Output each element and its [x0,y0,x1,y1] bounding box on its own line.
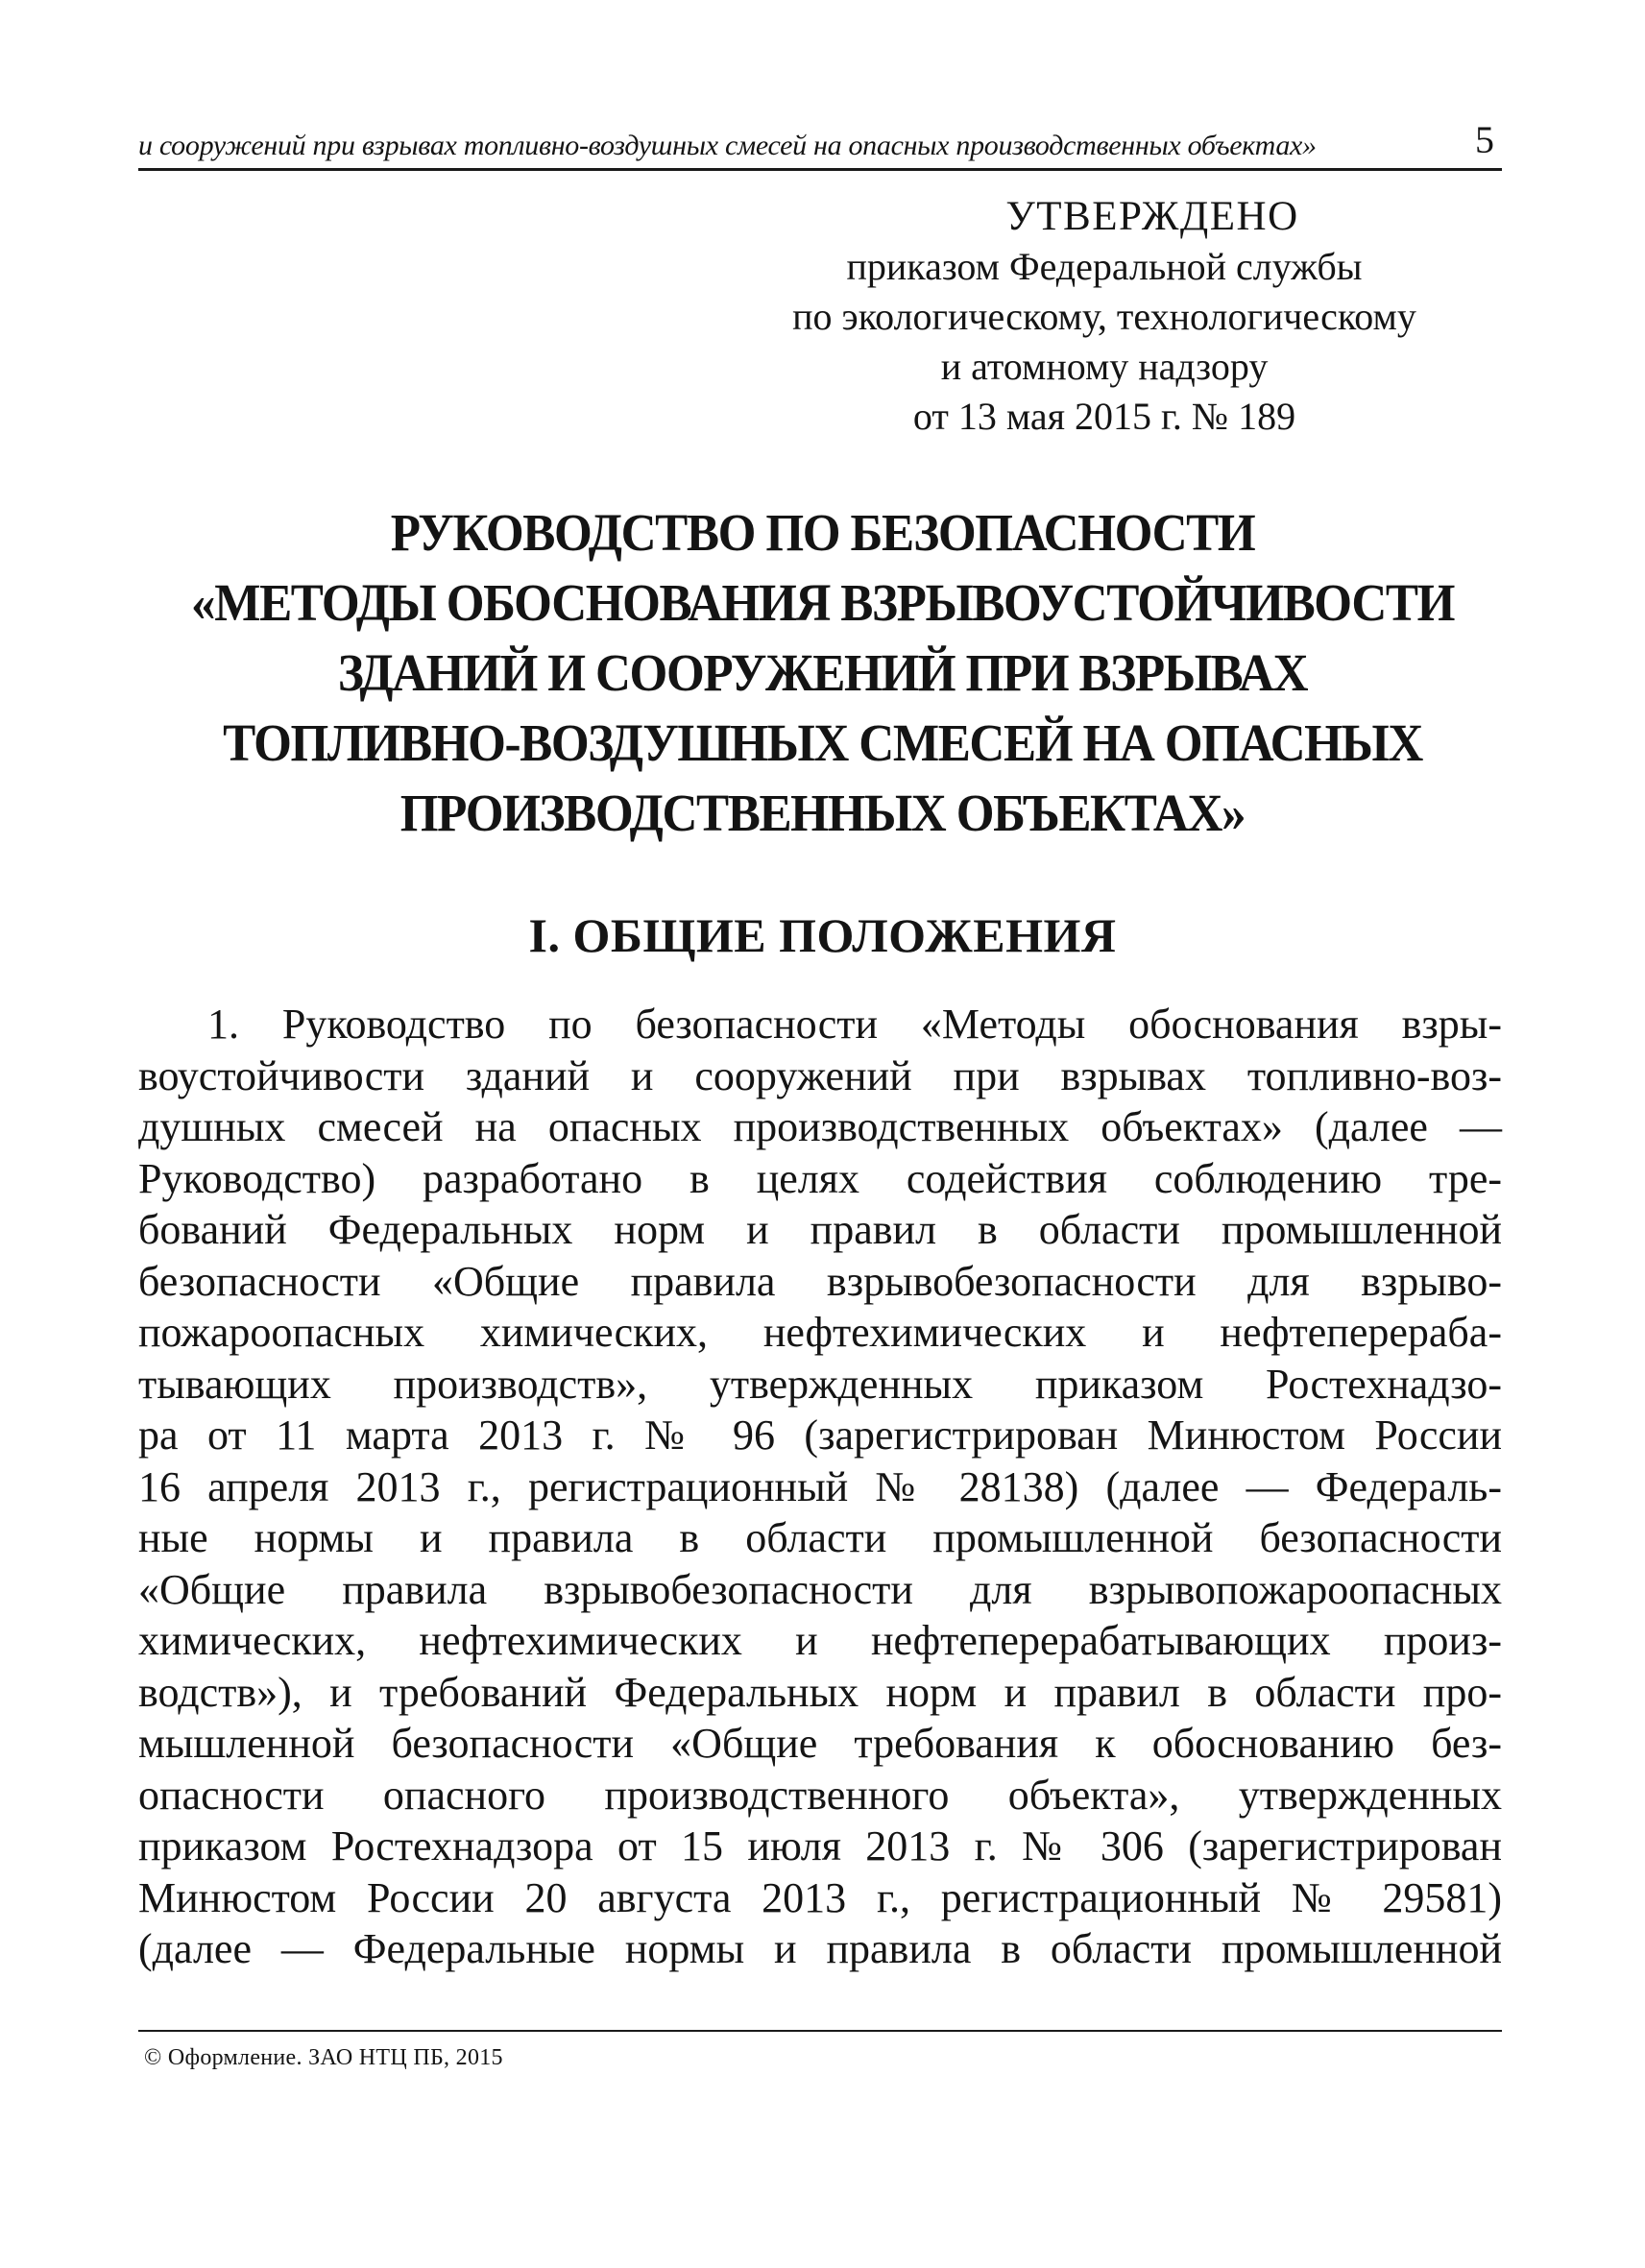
body-line: ра от 11 марта 2013 г. № 96 (зарегистрирован Минюстом России [138,1411,1502,1459]
approval-line: от 13 мая 2015 г. № 189 [912,395,1296,438]
approval-line: по экологическому, технологическому [792,295,1416,338]
title-line: РУКОВОДСТВО ПО БЕЗОПАСНОСТИ [390,503,1255,562]
body-line: химических, нефтехимических и нефтеперерабатывающих произ- [138,1617,1502,1664]
body-line: безопасности «Общие правила взрывобезопасности для взрыво- [138,1257,1502,1305]
body-line: водств»), и требований Федеральных норм и правил в области про- [138,1668,1502,1716]
body-line: «Общие правила взрывобезопасности для взрывопожароопасных [138,1565,1502,1613]
body-line: (далее — Федеральные нормы и правила в области промышленной [138,1925,1502,1972]
body-line: мышленной безопасности «Общие требования к обоснованию без- [138,1720,1502,1767]
page-number: 5 [1475,118,1494,161]
body-line: 1. Руководство по безопасности «Методы обоснования взры- [207,1001,1502,1048]
approval-line: и атомному надзору [940,345,1269,388]
body-line: тывающих производств», утвержденных приказом Ростехнадзо- [138,1360,1502,1408]
body-line: пожароопасных химических, нефтехимических и нефтеперераба- [138,1309,1502,1356]
footer-copyright: © Оформление. ЗАО НТЦ ПБ, 2015 [144,2045,503,2070]
approval-line: приказом Федеральной службы [846,245,1363,288]
body-line: опасности опасного производственного объекта», утвержденных [138,1771,1502,1819]
body-line: ные нормы и правила в области промышленной безопасности [138,1514,1502,1561]
approval-block [672,192,1536,442]
body-line: Руководство) разработано в целях содействия соблюдению тре- [138,1154,1502,1202]
body-line: приказом Ростехнадзора от 15 июля 2013 г. № 306 (зарегистрирован [138,1822,1502,1870]
title-line: ТОПЛИВНО-ВОЗДУШНЫХ СМЕСЕЙ НА ОПАСНЫХ [223,713,1422,772]
running-header-text: и сооружений при взрывах топливно-воздушных смесей на опасных производственных объектах» [138,130,1317,161]
body-line: душных смесей на опасных производственных объектах» (далее — [138,1103,1502,1150]
body-line: воустойчивости зданий и сооружений при взрывах топливно-воз- [138,1051,1502,1099]
body-line: бований Федеральных норм и правил в области промышленной [138,1206,1502,1253]
footer-divider [138,2030,1502,2032]
body-line: Минюстом России 20 августа 2013 г., регистрационный № 29581) [138,1873,1502,1921]
title-line: ЗДАНИЙ И СООРУЖЕНИЙ ПРИ ВЗРЫВАХ [337,643,1308,702]
title-line: «МЕТОДЫ ОБОСНОВАНИЯ ВЗРЫВОУСТОЙЧИВОСТИ [191,573,1454,632]
running-header [138,115,1502,171]
title-line: ПРОИЗВОДСТВЕННЫХ ОБЪЕКТАХ» [399,784,1246,842]
approval-label: УТВЕРЖДЕНО [1005,194,1299,239]
document-title [165,497,1481,848]
body-line: 16 апреля 2013 г., регистрационный № 28138) (далее — Федераль- [138,1462,1502,1510]
body-paragraph [138,999,1502,1975]
section-heading: I. ОБЩИЕ ПОЛОЖЕНИЯ [528,908,1117,962]
